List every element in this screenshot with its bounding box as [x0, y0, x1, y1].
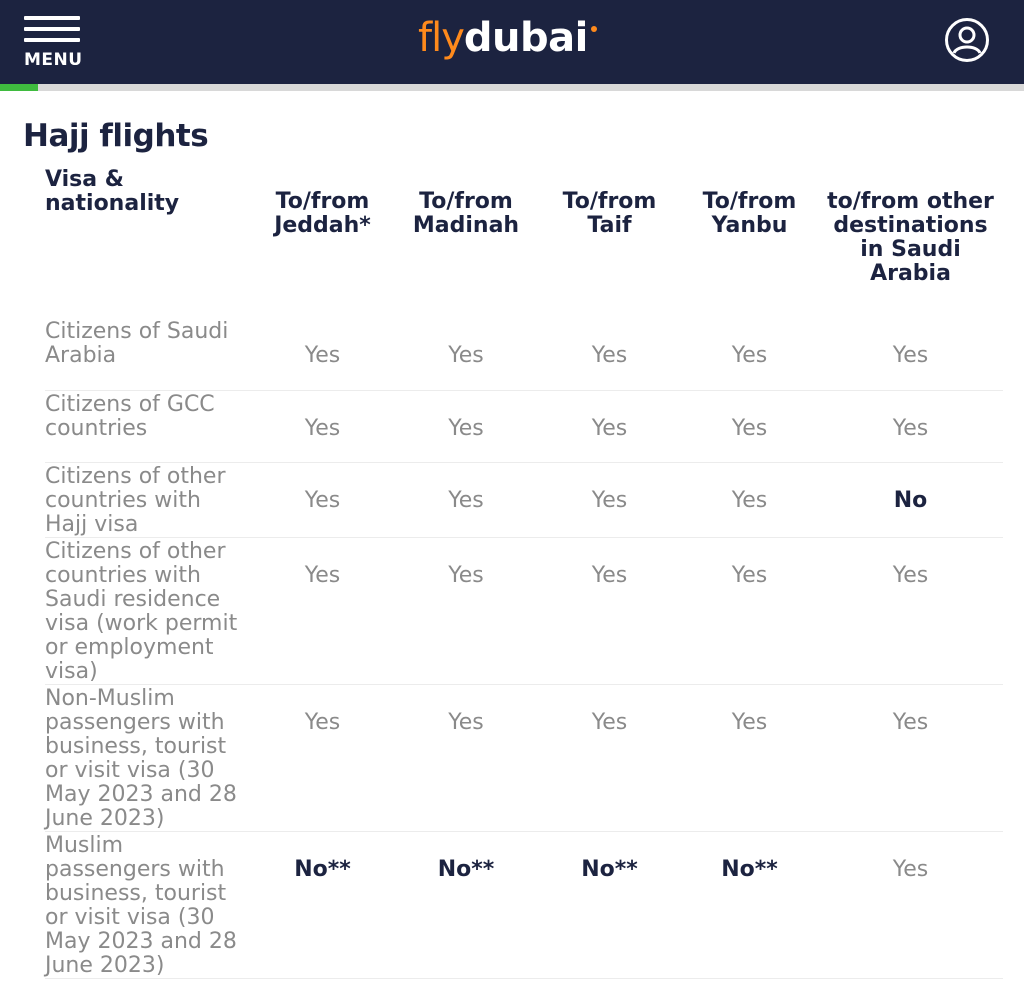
table-cell: Yes: [538, 318, 681, 390]
table-cell: Yes: [681, 462, 818, 537]
column-header-yanbu: To/from Yanbu: [702, 189, 797, 238]
table-row: [45, 318, 1003, 390]
table-cell: Yes: [818, 537, 1003, 684]
logo-dubai-text: dubai: [463, 15, 588, 61]
column-header-taif: To/from Taif: [562, 189, 657, 238]
table-cell: No: [818, 462, 1003, 537]
table-cell: Yes: [394, 390, 538, 462]
top-header: [0, 0, 1024, 84]
column-header-visa-nationality: Visa & nationality: [45, 167, 180, 216]
user-circle-icon: [944, 17, 990, 63]
row-label: Muslim passengers with business, tourist or visit visa (30 May 2023 and 28 June 2023): [45, 831, 251, 978]
menu-button[interactable]: [22, 14, 82, 72]
column-header-madinah: To/from Madinah: [412, 189, 520, 238]
table-cell: Yes: [538, 684, 681, 831]
table-cell: Yes: [538, 390, 681, 462]
reading-progress-fill: [0, 84, 38, 91]
flydubai-logo[interactable]: [418, 8, 597, 68]
table-cell: No**: [251, 831, 394, 978]
table-row: [45, 684, 1003, 831]
hajj-visa-table: [45, 168, 1003, 979]
table-header-row: [45, 168, 1003, 318]
table-cell: Yes: [394, 684, 538, 831]
reading-progress-track: [0, 84, 1024, 91]
row-label: Citizens of other countries with Saudi residence visa (work permit or employment visa): [45, 537, 251, 684]
account-button[interactable]: [944, 17, 990, 63]
table-cell: Yes: [251, 537, 394, 684]
column-header-jeddah: To/from Jeddah*: [274, 189, 371, 238]
logo-fly-text: fly: [418, 15, 464, 61]
page-title: Hajj flights: [23, 118, 209, 154]
table-cell: Yes: [538, 462, 681, 537]
row-label: Citizens of Saudi Arabia: [45, 318, 251, 390]
table-cell: Yes: [818, 831, 1003, 978]
table-cell: Yes: [818, 390, 1003, 462]
table-cell: Yes: [681, 318, 818, 390]
table-cell: No**: [681, 831, 818, 978]
table-row: [45, 537, 1003, 684]
table-cell: Yes: [818, 318, 1003, 390]
table-cell: No**: [538, 831, 681, 978]
row-label: Citizens of other countries with Hajj visa: [45, 462, 251, 537]
table-cell: Yes: [818, 684, 1003, 831]
table-body: [45, 318, 1003, 978]
hamburger-icon: [24, 16, 80, 42]
table-row: [45, 462, 1003, 537]
table-cell: Yes: [251, 318, 394, 390]
table-cell: Yes: [251, 462, 394, 537]
table-cell: Yes: [681, 390, 818, 462]
table-cell: No**: [394, 831, 538, 978]
logo-dot: [591, 26, 597, 32]
table-cell: Yes: [251, 390, 394, 462]
table-cell: Yes: [251, 684, 394, 831]
table-cell: Yes: [681, 537, 818, 684]
table-row: [45, 390, 1003, 462]
table-cell: Yes: [394, 462, 538, 537]
table-cell: Yes: [681, 684, 818, 831]
table-cell: Yes: [394, 318, 538, 390]
table-cell: Yes: [538, 537, 681, 684]
table-row: [45, 831, 1003, 978]
column-header-other-destinations: to/from other destinations in Saudi Arabia: [827, 189, 994, 286]
menu-label: MENU: [24, 50, 83, 70]
table-cell: Yes: [394, 537, 538, 684]
row-label: Citizens of GCC countries: [45, 390, 251, 462]
row-label: Non-Muslim passengers with business, tourist or visit visa (30 May 2023 and 28 June 2023): [45, 684, 251, 831]
